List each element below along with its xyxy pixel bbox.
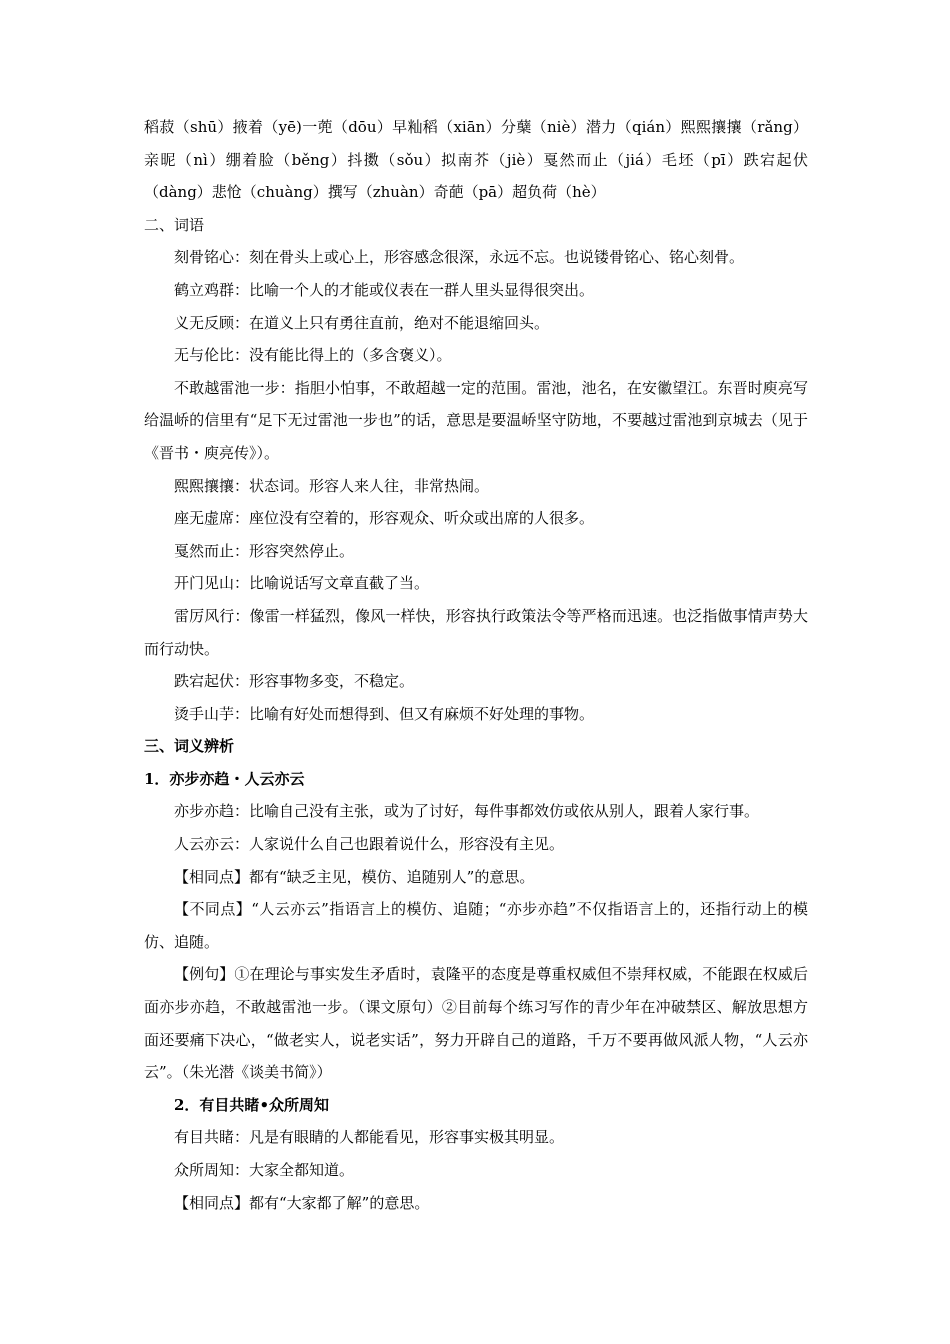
analysis-item: 【相同点】都有“大家都了解”的意思。 [174,1193,430,1212]
vocab-item: 无与伦比：没有能比得上的（多含褒义）。 [174,346,452,365]
section-heading-word-analysis: 三、词义辨析 [144,737,235,756]
vocab-item: 鹤立鸡群：比喻一个人的才能或仪表在一群人里头显得很突出。 [174,280,595,299]
vocab-item: 刻骨铭心：刻在骨头上或心上，形容感念很深，永远不忘。也说镂骨铭心、铭心刻骨。 [174,248,745,267]
analysis-item: 众所周知：大家全都知道。 [174,1161,355,1179]
example-paragraph: 【例句】①在理论与事实发生矛盾时，袁隆平的态度是尊重权威但不崇拜权威，不能跟在权威后面亦步亦趋，不敢越雷池一步。（课文原句）②目前每个练习写作的青少年在冲破禁区、解放思想方面还要痛下决心，“做老实人，说老实话”，努力开辟自己的道路，千万不要再做风派人物，“人云亦云”。（朱光潜《谈美书简》） [144,965,808,1082]
vocab-item: 不敢越雷池一步：指胆小怕事，不敢超越一定的范围。雷池，池名，在安徽望江。东晋时庾亮写给温峤的信里有“足下无过雷池一步也”的话，意思是要温峤坚守防地，不要越过雷池到京城去（见于《晋书・庾亮传》）。 [144,378,808,462]
analysis-item: 有目共睹：凡是有眼睛的人都能看见，形容事实极其明显。 [174,1128,565,1147]
vocab-item: 座无虚席：座位没有空着的，形容观众、听众或出席的人很多。 [174,509,595,528]
vocab-item: 开门见山：比喻说话写文章直截了当。 [174,574,430,593]
vocab-item: 戛然而止：形容突然停止。 [174,541,355,560]
analysis-group-title: 1．亦步亦趋・人云亦云 [144,769,305,788]
analysis-item: 【相同点】都有“缺乏主见，模仿、追随别人”的意思。 [174,867,535,886]
analysis-item: 亦步亦趋：比喻自己没有主张，或为了讨好，每件事都效仿或依从别人，跟着人家行事。 [174,802,760,821]
analysis-item: 【不同点】“人云亦云”指语言上的模仿、追随；“亦步亦趋”不仅指语言上的，还指行动上的模仿、追随。 [144,900,808,951]
vocab-item: 义无反顾：在道义上只有勇往直前，绝对不能退缩回头。 [174,313,550,332]
vocab-item: 熙熙攘攘：状态词。形容人来人往，非常热闹。 [174,476,490,495]
document-page [144,111,808,1219]
vocab-item: 烫手山芋：比喻有好处而想得到、但又有麻烦不好处理的事物。 [174,704,595,723]
pinyin-paragraph: 稻菽（shū）掖着（yē)一蔸（dōu）早籼稻（xiān）分蘖（niè）潜力（qián）熙熙攘攘（rǎng）亲昵（nì）绷着脸（běng）抖擞（sǒu）拟南芥（jiè）戛然而止（jiá）毛坯（pī）跌宕起伏（dàng）悲怆（chuàng）撰写（zhuàn）奇葩（pā）超负荷（hè） [144,118,808,202]
vocab-item: 雷厉风行：像雷一样猛烈，像风一样快，形容执行政策法令等严格而迅速。也泛指做事情声势大而行动快。 [144,606,808,658]
vocab-item: 跌宕起伏：形容事物多变，不稳定。 [174,672,415,691]
analysis-item: 人云亦云：人家说什么自己也跟着说什么，形容没有主见。 [174,835,565,854]
section-heading-vocabulary: 二、词语 [144,215,205,234]
analysis-group-title: 2．有目共睹•众所周知 [174,1095,330,1114]
